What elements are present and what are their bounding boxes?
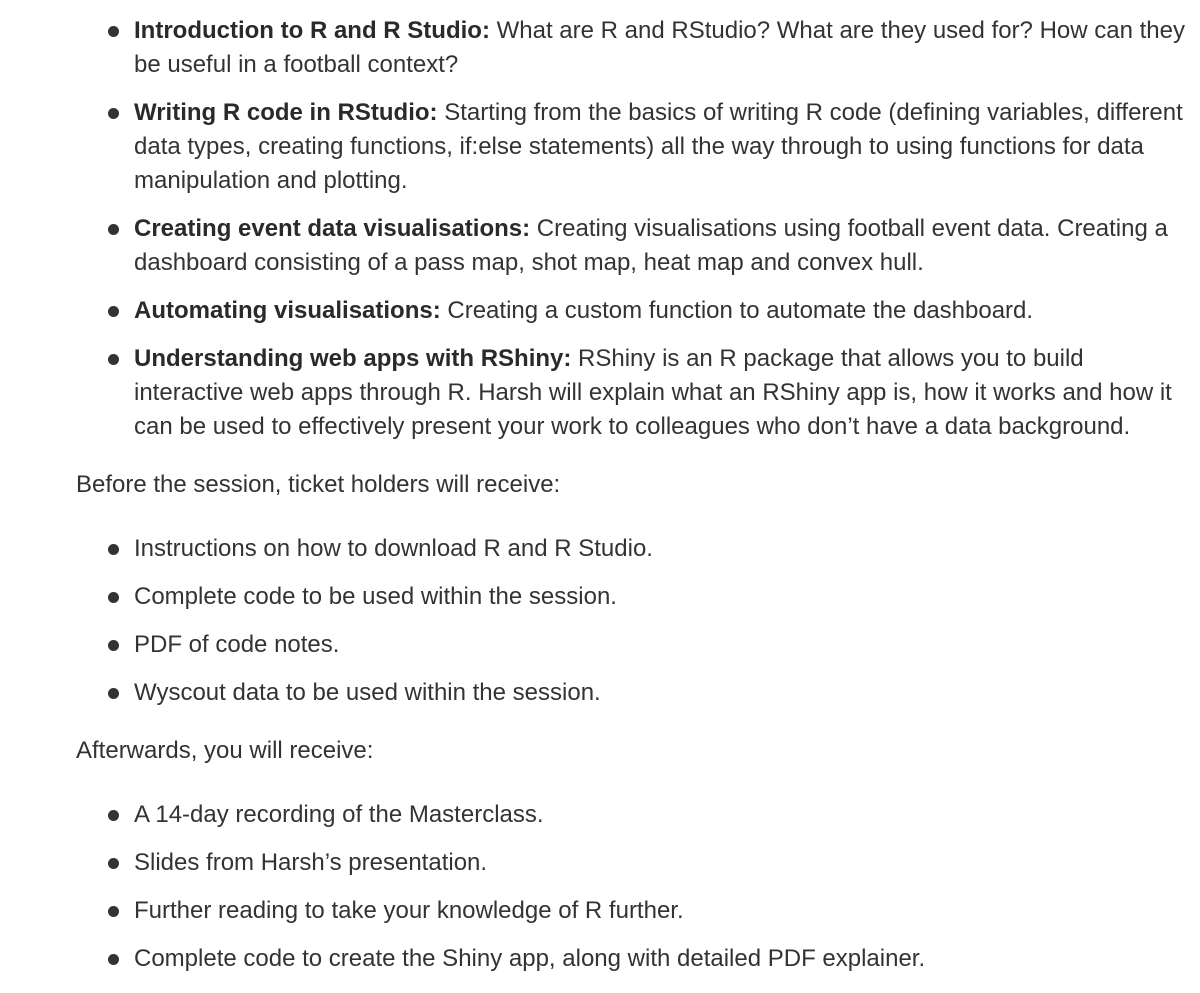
bullet-icon	[108, 688, 119, 699]
bullet-icon	[108, 906, 119, 917]
bullet-icon	[108, 858, 119, 869]
list-item-text: PDF of code notes.	[134, 631, 340, 658]
bullet-icon	[108, 810, 119, 821]
topic-heading: Understanding web apps with RShiny:	[134, 345, 572, 372]
list-item	[76, 580, 1186, 614]
before-session-intro: Before the session, ticket holders will receive:	[76, 471, 561, 498]
list-item	[76, 212, 1186, 280]
afterwards-intro: Afterwards, you will receive:	[76, 737, 374, 764]
topic-text: RShiny is an R package that allows you to build interactive web apps through R. Harsh will explain what an RShiny app is, how it works and how it can be used to effectively present your work to colleagues who don’t have a data background.	[134, 345, 1172, 440]
topic-heading: Introduction to R and R Studio:	[134, 17, 490, 44]
before-session-list	[76, 532, 1186, 710]
topic-text: What are R and RStudio? What are they used for? How can they be useful in a football context?	[134, 17, 1185, 78]
topic-text: Starting from the basics of writing R code (defining variables, different data types, creating functions, if:else statements) all the way through to using functions for data manipulation and plotting.	[134, 99, 1183, 194]
list-item-text: Further reading to take your knowledge of R further.	[134, 897, 684, 924]
topic-heading: Writing R code in RStudio:	[134, 99, 438, 126]
list-item	[76, 532, 1186, 566]
list-item	[76, 628, 1186, 662]
list-item-text: Slides from Harsh’s presentation.	[134, 849, 488, 876]
bullet-icon	[108, 26, 119, 37]
list-item-text: Instructions on how to download R and R Studio.	[134, 535, 653, 562]
list-item	[76, 798, 1186, 832]
session-topics-list	[76, 14, 1186, 444]
bullet-icon	[108, 306, 119, 317]
bullet-icon	[108, 640, 119, 651]
list-item	[76, 294, 1186, 328]
topic-heading: Creating event data visualisations:	[134, 215, 531, 242]
list-item-text: Complete code to be used within the session.	[134, 583, 617, 610]
list-item-text: A 14-day recording of the Masterclass.	[134, 801, 544, 828]
list-item	[76, 894, 1186, 928]
bullet-icon	[108, 108, 119, 119]
bullet-icon	[108, 544, 119, 555]
list-item	[76, 846, 1186, 880]
bullet-icon	[108, 954, 119, 965]
bullet-icon	[108, 354, 119, 365]
list-item	[76, 342, 1186, 444]
list-item-text: Wyscout data to be used within the session.	[134, 679, 601, 706]
topic-text: Creating visualisations using football event data. Creating a dashboard consisting of a pass map, shot map, heat map and convex hull.	[134, 215, 1168, 276]
afterwards-list	[76, 798, 1186, 976]
bullet-icon	[108, 592, 119, 603]
list-item	[76, 942, 1186, 976]
list-item	[76, 96, 1186, 198]
list-item	[76, 14, 1186, 82]
list-item-text: Complete code to create the Shiny app, along with detailed PDF explainer.	[134, 945, 926, 972]
article-content	[76, 14, 1186, 976]
topic-heading: Automating visualisations:	[134, 297, 441, 324]
topic-text: Creating a custom function to automate the dashboard.	[447, 297, 1034, 324]
list-item	[76, 676, 1186, 710]
bullet-icon	[108, 224, 119, 235]
